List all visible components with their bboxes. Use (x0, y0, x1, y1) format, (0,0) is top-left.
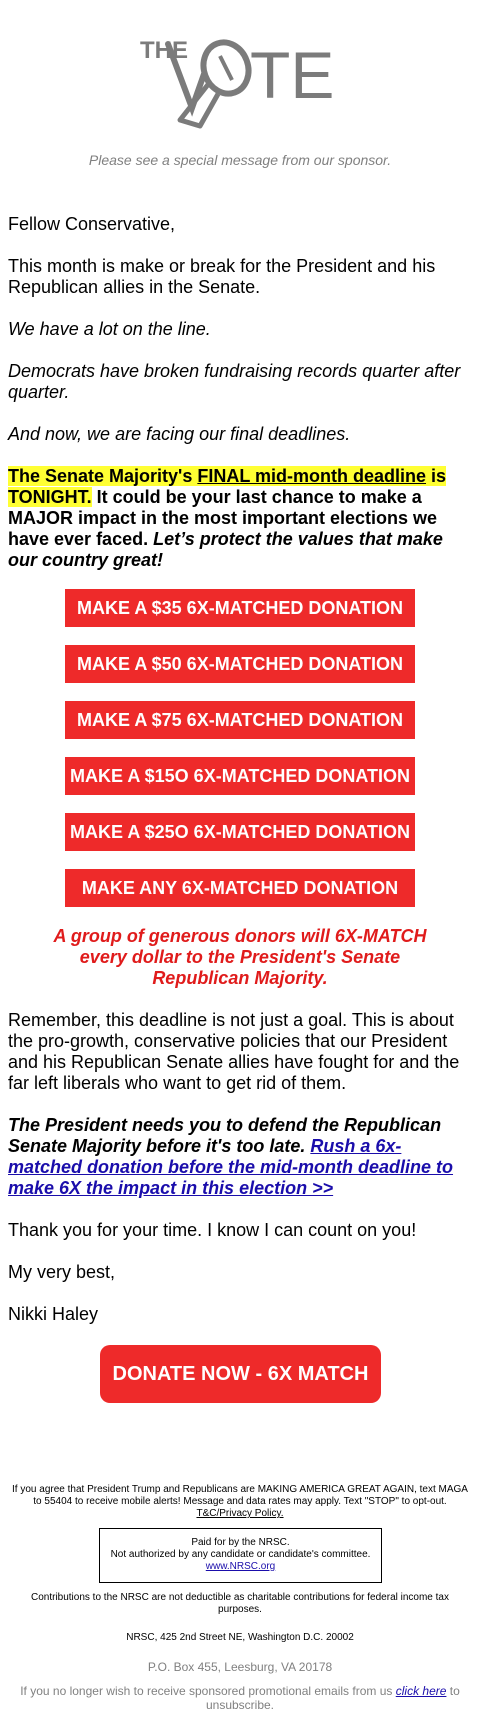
paragraph-2: We have a lot on the line. (8, 319, 211, 339)
tc-privacy-link[interactable]: T&C/Privacy Policy. (196, 1508, 284, 1519)
svg-text:THE: THE (140, 37, 188, 64)
sms-disclaimer: If you agree that President Trump and Republicans are MAKING AMERICA GREAT AGAIN, text MAGA to 55404 to receive mobile alerts! Message and data rates may apply. Text "STOP" to opt-out. T&C/Privacy Policy. (12, 1484, 468, 1519)
paragraph-7: The President needs you to defend the Republican Senate Majority before it's too late. Rush a 6x-matched donation before the mid-month deadline to make 6X the impact in this election >> (8, 1115, 454, 1198)
paragraph-6: Remember, this deadline is not just a goal. This is about the pro-growth, conservative policies that our President and his Republican Senate allies have fought for and the far left liberals who want to get rid of them. (8, 1010, 460, 1093)
donate-35-button[interactable]: MAKE A $35 6X-MATCHED DONATION (65, 589, 415, 627)
svg-text:TE: TE (250, 38, 335, 112)
donate-now-button[interactable]: DONATE NOW - 6X MATCH (100, 1345, 381, 1403)
deadline-paragraph: The Senate Majority's FINAL mid-month deadline is TONIGHT. It could be your last chance to make a MAJOR impact in the most important elections we have ever faced. Let’s protect the values that make our country great! (8, 466, 447, 570)
deadline-highlight: The Senate Majority's FINAL mid-month deadline is TONIGHT. (8, 466, 447, 507)
donate-250-button[interactable]: MAKE A $25O 6X-MATCHED DONATION (65, 813, 415, 851)
unsubscribe-note: If you no longer wish to receive sponsored promotional emails from us click here to unsubscribe. (20, 1684, 460, 1712)
paid-for-box (99, 1528, 382, 1583)
greeting: Fellow Conservative, (8, 214, 176, 234)
paid-line-2: Not authorized by any candidate or candidate's committee. (110, 1549, 371, 1560)
donate-150-button[interactable]: MAKE A $15O 6X-MATCHED DONATION (65, 757, 415, 795)
donate-50-button[interactable]: MAKE A $50 6X-MATCHED DONATION (65, 645, 415, 683)
the-vote-logo (0, 34, 480, 134)
paragraph-9: My very best, (8, 1262, 116, 1282)
paragraph-8: Thank you for your time. I know I can count on you! (8, 1220, 417, 1240)
po-box: P.O. Box 455, Leesburg, VA 20178 (147, 1660, 333, 1674)
donate-75-button[interactable]: MAKE A $75 6X-MATCHED DONATION (65, 701, 415, 739)
deductible-note: Contributions to the NRSC are not deductible as charitable contributions for federal income tax purposes. (30, 1592, 449, 1615)
nrsc-address: NRSC, 425 2nd Street NE, Washington D.C. 20002 (126, 1632, 354, 1643)
megaphone-icon (140, 34, 340, 130)
nrsc-link[interactable]: www.NRSC.org (205, 1561, 276, 1572)
rush-donation-link[interactable]: Rush a 6x-matched donation before the mid-month deadline to make 6X the impact in this election >> (8, 1136, 454, 1198)
paragraph-3: Democrats have broken fundraising records quarter after quarter. (8, 361, 461, 402)
unsubscribe-link[interactable]: click here (395, 1684, 447, 1698)
paragraph-1: This month is make or break for the President and his Republican allies in the Senate. (8, 256, 436, 297)
donate-any-button[interactable]: MAKE ANY 6X-MATCHED DONATION (65, 869, 415, 907)
sponsor-note: Please see a special message from our sponsor. (88, 152, 392, 168)
match-note: A group of generous donors will 6X-MATCH every dollar to the President's Senate Republican Majority. (53, 926, 427, 988)
paid-line-1: Paid for by the NRSC. (191, 1537, 290, 1548)
paragraph-4: And now, we are facing our final deadlines. (8, 424, 351, 444)
signature: Nikki Haley (8, 1304, 99, 1324)
